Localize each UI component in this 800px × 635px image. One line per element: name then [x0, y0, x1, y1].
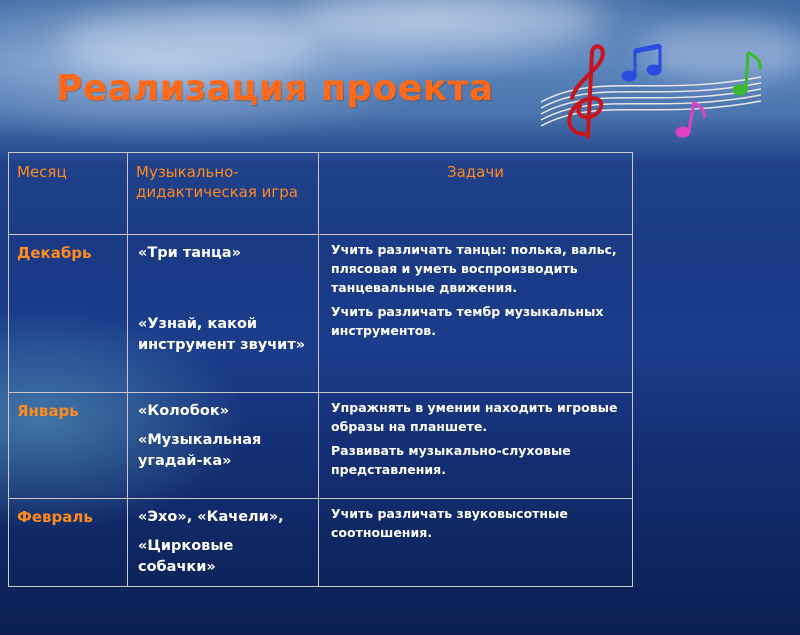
green-note-icon — [733, 52, 760, 95]
task-item: Учить различать звуковысотные соотношения. — [331, 506, 568, 540]
month-cell: Декабрь — [9, 235, 128, 393]
task-item: Упражнять в умении находить игровые образы на планшете. — [331, 400, 618, 434]
table-row — [9, 499, 633, 587]
task-item: Учить различать танцы: полька, вальс, плясовая и уметь воспроизводить танцевальные движения. — [331, 242, 617, 295]
tasks-cell — [319, 393, 633, 499]
game-item: «Эхо», «Качели», — [138, 509, 284, 525]
table-header-row — [9, 153, 633, 235]
pink-note-icon — [676, 102, 704, 137]
table-row — [9, 393, 633, 499]
task-item: Развивать музыкально-слуховые представления. — [331, 443, 571, 477]
game-cell — [128, 499, 319, 587]
slide-title: Реализация проекта — [56, 68, 494, 109]
project-table — [8, 152, 633, 587]
header-month: Месяц — [9, 153, 128, 235]
header-game: Музыкально-дидактическая игра — [128, 153, 319, 235]
table-row — [9, 235, 633, 393]
music-notes-icon — [536, 42, 766, 142]
header-tasks: Задачи — [319, 153, 633, 235]
game-cell — [128, 393, 319, 499]
blue-note-icon — [622, 45, 661, 81]
treble-clef-icon — [569, 46, 603, 137]
game-cell — [128, 235, 319, 393]
tasks-cell — [319, 235, 633, 393]
game-item: «Колобок» — [138, 403, 230, 419]
month-cell: Февраль — [9, 499, 128, 587]
game-item: «Цирковые собачки» — [138, 538, 234, 575]
tasks-cell — [319, 499, 633, 587]
game-item: «Три танца» — [138, 245, 241, 261]
month-cell: Январь — [9, 393, 128, 499]
game-item: «Узнай, какой инструмент звучит» — [138, 316, 306, 353]
game-item: «Музыкальная угадай-ка» — [138, 432, 262, 469]
task-item: Учить различать тембр музыкальных инструментов. — [331, 304, 604, 338]
